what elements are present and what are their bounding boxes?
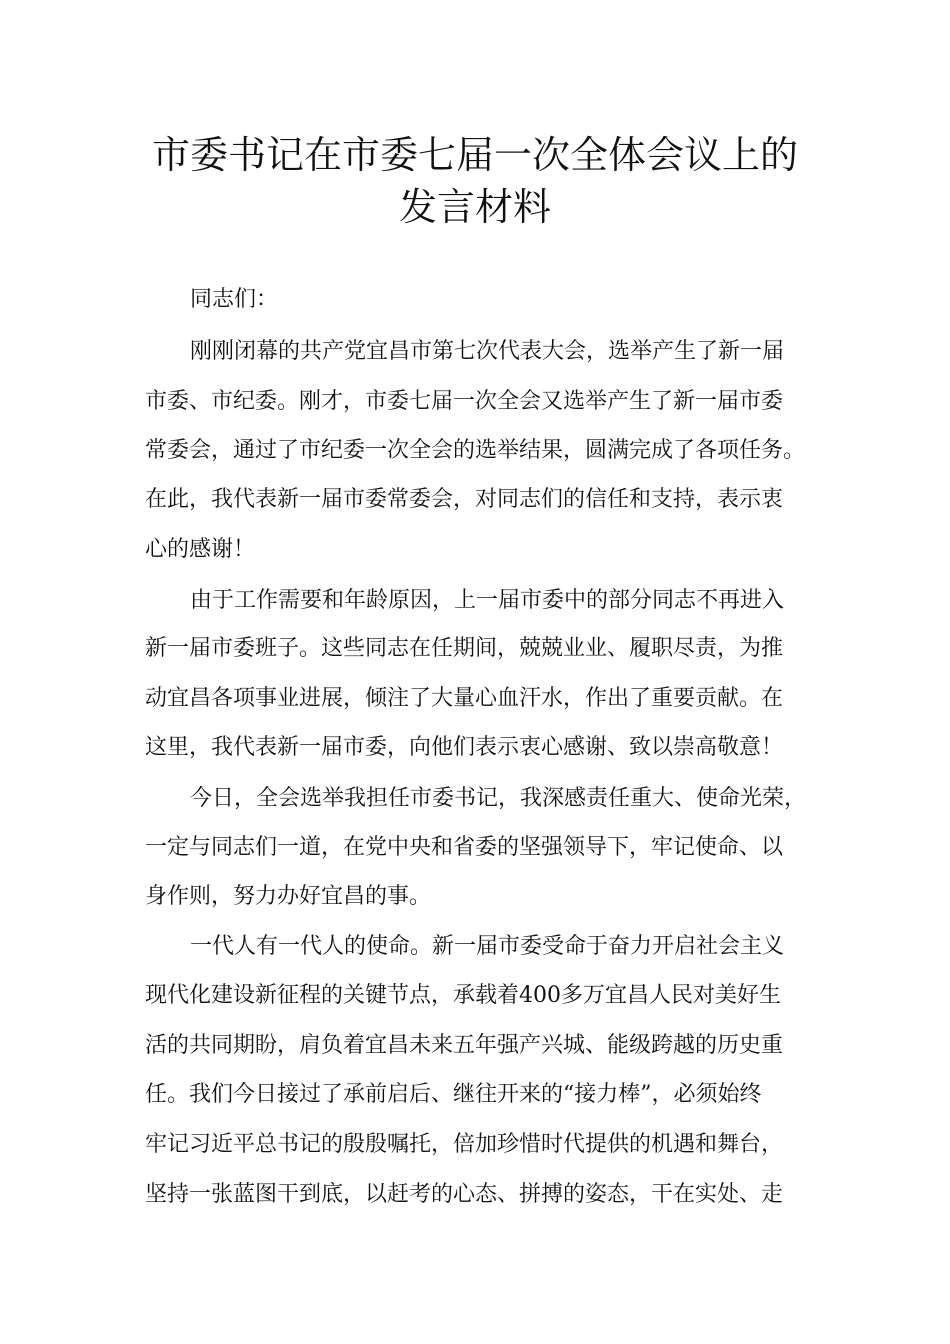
paragraph-2-line-1: 由于工作需要和年龄原因，上一届市委中的部分同志不再进入 — [190, 588, 785, 613]
paragraph-3-line-1: 今日，全会选举我担任市委书记，我深感责任重大、使命光荣， — [190, 786, 807, 811]
paragraph-3-line-3: 身作则，努力办好宜昌的事。 — [145, 884, 432, 909]
paragraph-4-line-1: 一代人有一代人的使命。新一届市委受命于奋力开启社会主义 — [190, 934, 785, 959]
paragraph-4-line-5: 牢记习近平总书记的殷殷嘱托，倍加珍惜时代提供的机遇和舞台， — [145, 1132, 784, 1157]
paragraph-1-line-1: 刚刚闭幕的共产党宜昌市第七次代表大会，选举产生了新一届 — [190, 339, 785, 364]
paragraph-1-line-3: 常委会，通过了市纪委一次全会的选举结果，圆满完成了各项任务。 — [145, 438, 806, 463]
document-title-line-1: 市委书记在市委七届一次全体会议上的 — [151, 133, 798, 177]
paragraph-2-line-3: 动宜昌各项事业进展，倾注了大量心血汗水，作出了重要贡献。在 — [145, 686, 784, 711]
paragraph-2-line-2: 新一届市委班子。这些同志在任期间，兢兢业业、履职尽责，为推 — [145, 636, 784, 661]
paragraph-4-line-2: 现代化建设新征程的关键节点，承载着400多万宜昌人民对美好生 — [145, 983, 781, 1008]
paragraph-1-line-4: 在此，我代表新一届市委常委会，对同志们的信任和支持，表示衷 — [145, 487, 784, 512]
paragraph-3-line-2: 一定与同志们一道，在党中央和省委的坚强领导下，牢记使命、以 — [145, 835, 784, 860]
document-title-line-2: 发言材料 — [398, 185, 551, 229]
salutation: 同志们： — [190, 287, 279, 312]
paragraph-1-line-5: 心的感谢！ — [145, 537, 256, 562]
paragraph-4-line-4: 任。我们今日接过了承前启后、继往开来的“接力棒”，必须始终 — [145, 1082, 762, 1107]
paragraph-4-line-6: 坚持一张蓝图干到底，以赶考的心态、拼搏的姿态，干在实处、走 — [145, 1182, 784, 1207]
paragraph-1-line-2: 市委、市纪委。刚才，市委七届一次全会又选举产生了新一届市委 — [145, 389, 784, 414]
paragraph-4-line-3: 活的共同期盼，肩负着宜昌未来五年强产兴城、能级跨越的历史重 — [145, 1033, 784, 1058]
paragraph-2-line-4: 这里，我代表新一届市委，向他们表示衷心感谢、致以崇高敬意！ — [145, 735, 784, 760]
